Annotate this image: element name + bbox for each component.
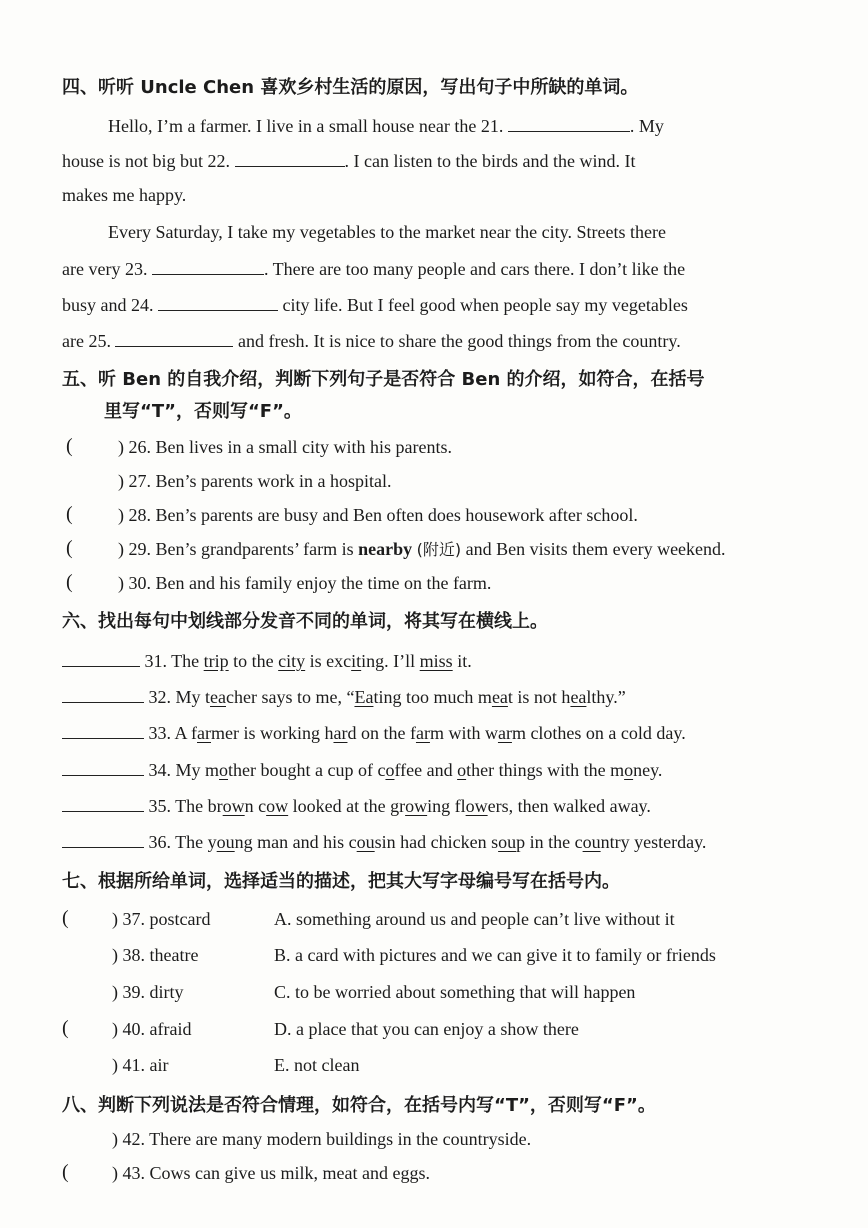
answer-bracket-37[interactable]: ( [62, 907, 69, 929]
answer-bracket-26[interactable]: ( [66, 435, 73, 457]
s5-item-29: ) 29. Ben’s grandparents’ farm is nearby (附近) and Ben visits them every weekend. [118, 539, 726, 559]
s4-para2-line4: are 25. and fresh. It is nice to share the good things from the country. [62, 328, 681, 353]
s7-def-c: C. to be worried about something that will happen [274, 982, 636, 1002]
section-5-heading-line2: 里写“T”，否则写“F”。 [104, 401, 302, 422]
s7-word-37: ) 37. postcard [112, 909, 211, 929]
s6-item-33: 33. A farmer is working hard on the farm with warm clothes on a cold day. [62, 720, 686, 745]
s4-para1-line1: Hello, I’m a farmer. I live in a small house near the 21. . My [108, 113, 664, 138]
blank-23[interactable] [152, 256, 264, 275]
s8-item-42: ) 42. There are many modern buildings in the countryside. [112, 1129, 532, 1149]
s7-def-e: E. not clean [274, 1055, 360, 1075]
s4-para1-line3: makes me happy. [62, 185, 187, 205]
s7-word-39: ) 39. dirty [112, 982, 184, 1002]
s4-para1-line2: house is not big but 22. . I can listen to the birds and the wind. It [62, 148, 635, 173]
s7-def-a: A. something around us and people can’t live without it [274, 909, 675, 929]
answer-line-31[interactable] [62, 648, 140, 667]
answer-bracket-40[interactable]: ( [62, 1017, 69, 1039]
blank-25[interactable] [115, 328, 233, 347]
s8-item-43: ) 43. Cows can give us milk, meat and eggs. [112, 1163, 430, 1183]
answer-line-33[interactable] [62, 720, 144, 739]
s7-word-41: ) 41. air [112, 1055, 169, 1075]
s7-word-38: ) 38. theatre [112, 945, 199, 965]
answer-bracket-28[interactable]: ( [66, 503, 73, 525]
section-4-heading: 四、听听 Uncle Chen 喜欢乡村生活的原因，写出句子中所缺的单词。 [62, 77, 639, 98]
s5-item-27: ) 27. Ben’s parents work in a hospital. [118, 471, 392, 491]
answer-bracket-30[interactable]: ( [66, 571, 73, 593]
answer-line-36[interactable] [62, 829, 144, 848]
answer-bracket-43[interactable]: ( [62, 1161, 69, 1183]
answer-line-35[interactable] [62, 793, 144, 812]
s7-def-b: B. a card with pictures and we can give it to family or friends [274, 945, 716, 965]
s5-item-26: ) 26. Ben lives in a small city with his parents. [118, 437, 452, 457]
blank-21[interactable] [508, 113, 630, 132]
s4-para2-line1: Every Saturday, I take my vegetables to the market near the city. Streets there [108, 222, 666, 242]
answer-line-34[interactable] [62, 757, 144, 776]
section-8-heading: 八、判断下列说法是否符合情理，如符合，在括号内写“T”，否则写“F”。 [62, 1095, 656, 1116]
s5-item-28: ) 28. Ben’s parents are busy and Ben often does housework after school. [118, 505, 638, 525]
section-5-heading-line1: 五、听 Ben 的自我介绍，判断下列句子是否符合 Ben 的介绍，如符合，在括号 [62, 369, 705, 390]
s7-def-d: D. a place that you can enjoy a show there [274, 1019, 579, 1039]
answer-bracket-29[interactable]: ( [66, 537, 73, 559]
section-7-heading: 七、根据所给单词，选择适当的描述，把其大写字母编号写在括号内。 [62, 871, 620, 892]
answer-line-32[interactable] [62, 684, 144, 703]
s7-word-40: ) 40. afraid [112, 1019, 192, 1039]
s6-item-36: 36. The young man and his cousin had chicken soup in the country yesterday. [62, 829, 706, 854]
s6-item-32: 32. My teacher says to me, “Eating too much meat is not healthy.” [62, 684, 626, 709]
section-6-heading: 六、找出每句中划线部分发音不同的单词，将其写在横线上。 [62, 611, 548, 632]
blank-24[interactable] [158, 292, 278, 311]
blank-22[interactable] [235, 148, 345, 167]
s5-item-30: ) 30. Ben and his family enjoy the time on the farm. [118, 573, 492, 593]
s6-item-35: 35. The brown cow looked at the growing flowers, then walked away. [62, 793, 651, 818]
s6-item-34: 34. My mother bought a cup of coffee and other things with the money. [62, 757, 662, 782]
s6-item-31: 31. The trip to the city is exciting. I’ll miss it. [62, 648, 472, 673]
s4-para2-line2: are very 23. . There are too many people and cars there. I don’t like the [62, 256, 685, 281]
s4-para2-line3: busy and 24. city life. But I feel good when people say my vegetables [62, 292, 688, 317]
